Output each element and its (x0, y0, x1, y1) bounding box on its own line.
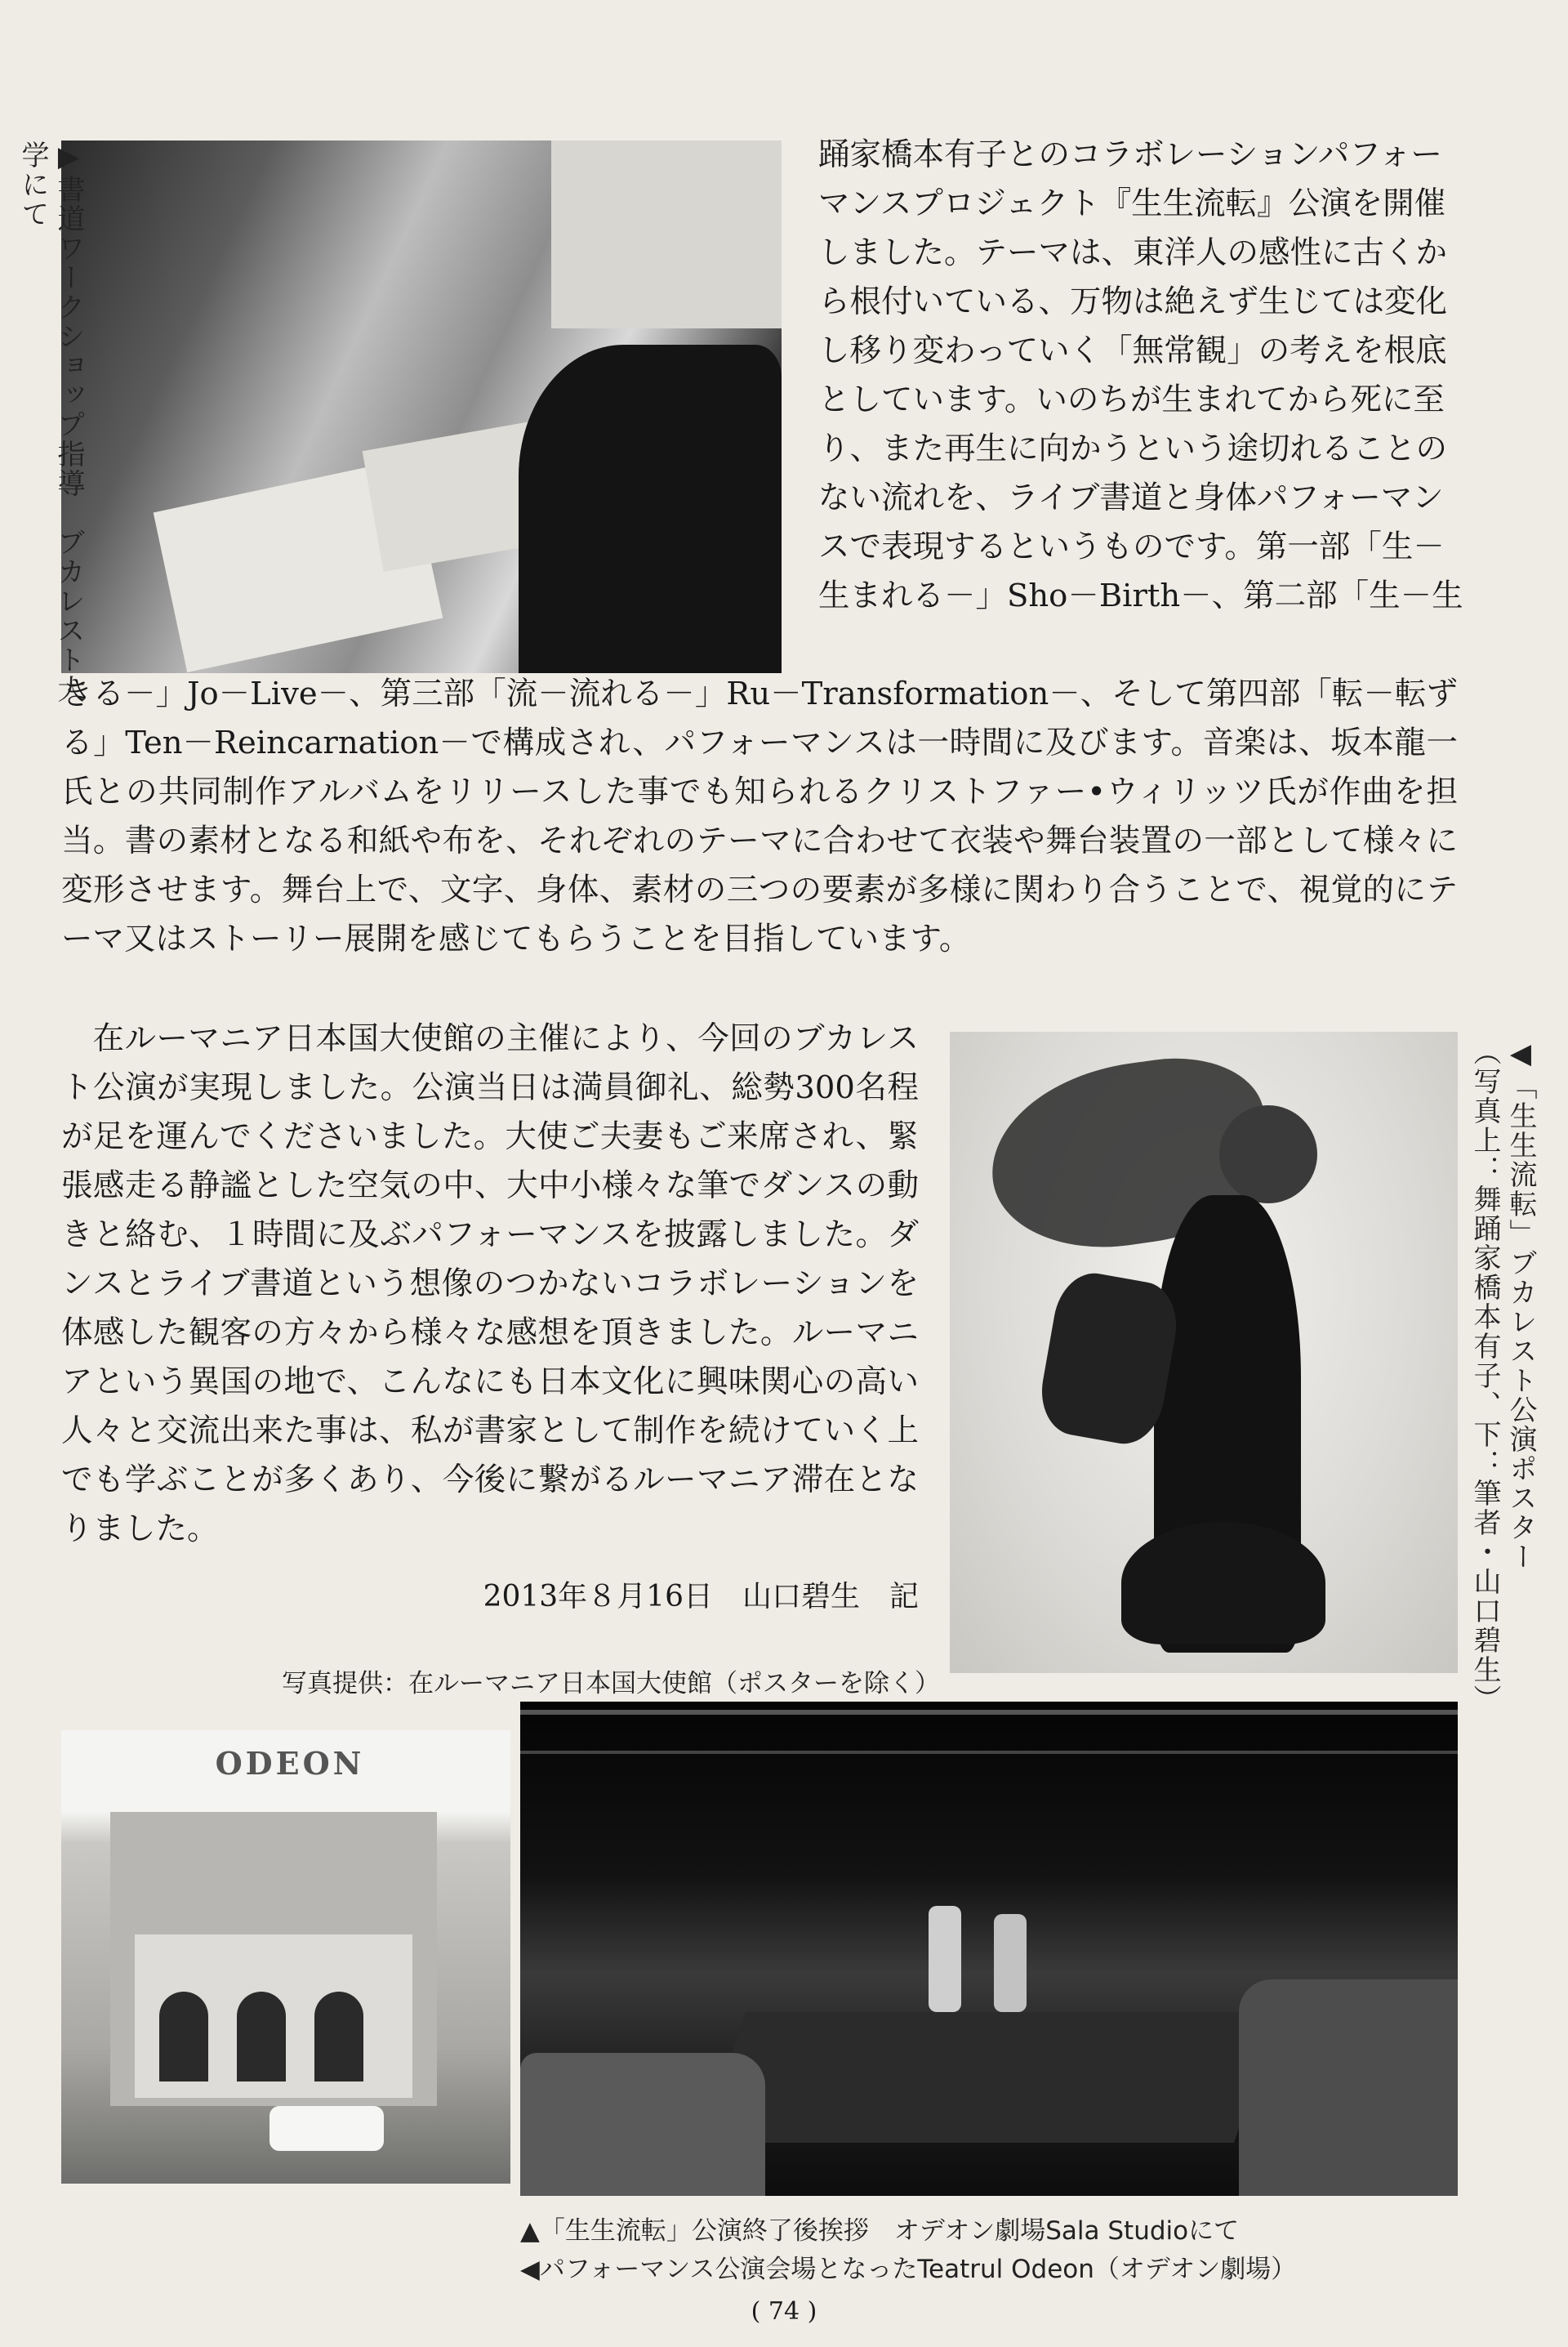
body-line: ない流れを、ライブ書道と身体パフォーマン (818, 480, 1444, 516)
body-line: 生まれる－」Sho－Birth－、第二部「生－生 (818, 578, 1463, 614)
photo-credit: 写真提供：在ルーマニア日本国大使館（ポスターを除く） (282, 1669, 940, 1698)
poster-photo (950, 1032, 1458, 1673)
article-body-narrow (818, 131, 1463, 621)
body-line: し移り変わっていく「無常観」の考えを根底 (818, 332, 1447, 369)
body-line: マンスプロジェクト『生生流転』公演を開催 (818, 185, 1446, 222)
workshop-caption: ▶書道ワークショップ指導 ブカレスト大学にて (16, 141, 85, 704)
article-signature: 2013年８月16日 山口碧生 記 (483, 1580, 919, 1613)
theatre-photo (61, 1730, 510, 2184)
theatre-sign: ODEON (215, 1745, 365, 1782)
poster-caption-credit: （写真上：舞踊家橋本有子、下：筆者・山口碧生） (1468, 1037, 1501, 1714)
page-number: ( 74 ) (751, 2297, 817, 2326)
body-line: しました。テーマは、東洋人の感性に古くか (818, 234, 1448, 271)
body-line: 踊家橋本有子とのコラボレーションパフォー (818, 136, 1442, 173)
theatre-caption: ◀パフォーマンス公演会場となったTeatrul Odeon（オデオン劇場） (520, 2255, 1297, 2284)
body-line: り、また再生に向かうという途切れることの (818, 431, 1448, 467)
stage-photo (520, 1702, 1458, 2196)
workshop-photo (61, 141, 782, 673)
poster-caption-title: ◀「生生流転」ブカレスト公演ポスター (1504, 1037, 1537, 1572)
stage-caption: ▲「生生流転」公演終了後挨拶 オデオン劇場Sala Studioにて (520, 2216, 1240, 2246)
body-line: スで表現するというものです。第一部「生－ (818, 529, 1445, 565)
article-body-second: 在ルーマニア日本国大使館の主催により、今回のブカレスト公演が実現しました。公演当日は満員御礼、総勢300名程が足を運んでくださいました。大使ご夫妻もご来席され、緊張感走る静謐とした空気の中、大中小様々な筆でダンスの動きと絡む、１時間に及ぶパフォーマンスを披露しました。ダンスとライブ書道という想像のつかないコラボレーションを体感した観客の方々から様々な感想を頂きました。ルーマニアという異国の地で、こんなにも日本文化に興味関心の高い人々と交流出来た事は、私が書家として制作を続けていく上でも学ぶことが多くあり、今後に繋がるルーマニア滞在となりました。 (61, 1020, 919, 1547)
body-line: としています。いのちが生まれてから死に至 (818, 381, 1445, 418)
article-body-wide: きる－」Jo－Live－、第三部「流－流れる－」Ru－Transformation－、そして第四部「転－転ずる」Ten－Reincarnation－で構成され、パフォーマンスは一時間に及びます。音楽は、坂本龍一氏との共同制作アルバムをリリースした事でも知られるクリストファー•ウィリッツ氏が作曲を担当。書の素材となる和紙や布を、それぞれのテーマに合わせて衣装や舞台装置の一部として様々に変形させます。舞台上で、文字、身体、素材の三つの要素が多様に関わり合うことで、視覚的にテーマ又はストーリー展開を感じてもらうことを目指しています。 (61, 676, 1458, 957)
body-line: ら根付いている、万物は絶えず生じては変化 (818, 283, 1448, 320)
